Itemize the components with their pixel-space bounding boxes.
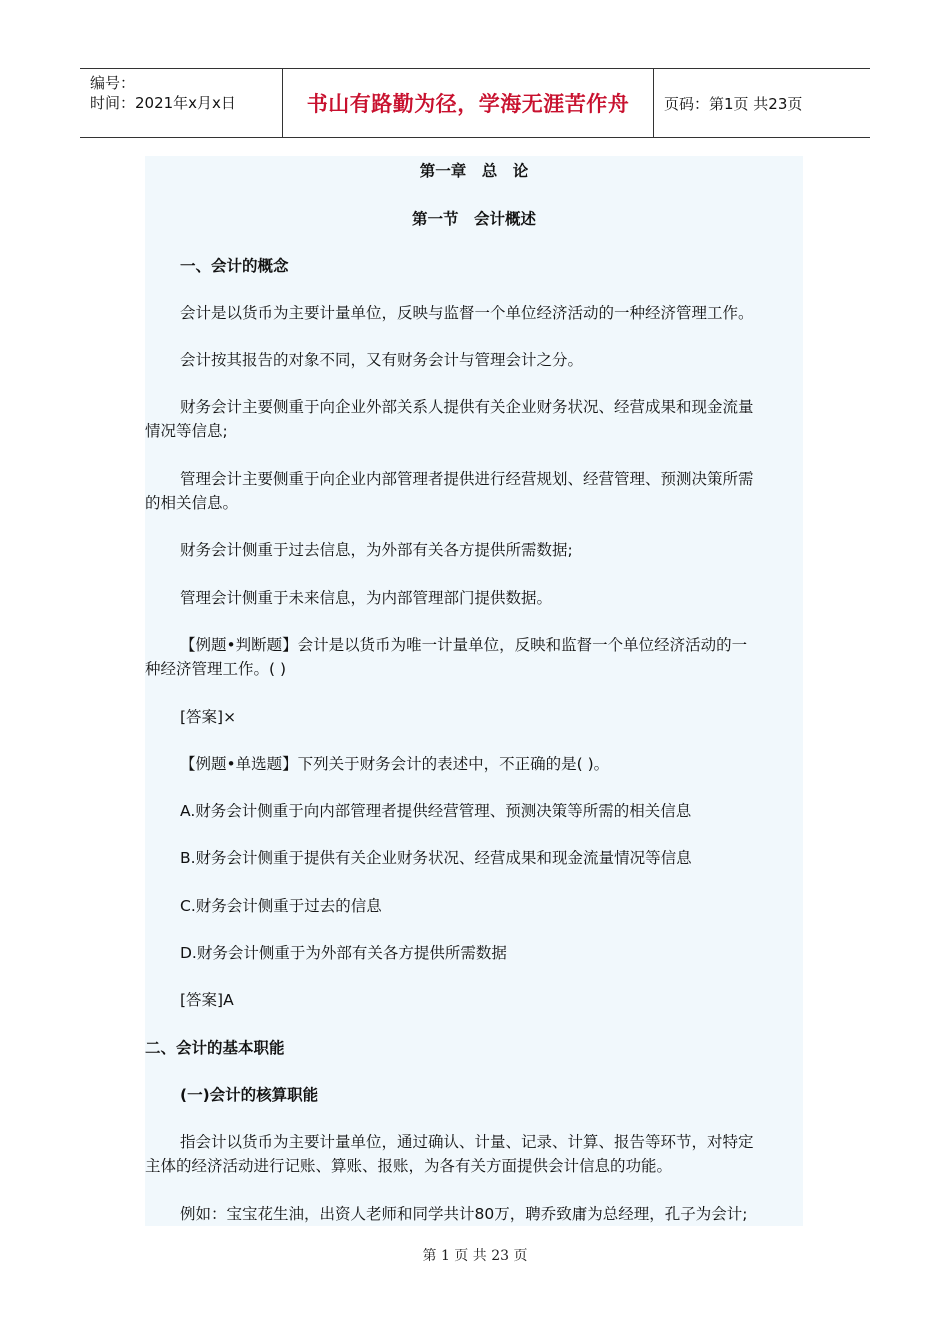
option-b: B.财务会计侧重于提供有关企业财务状况、经营成果和现金流量情况等信息	[180, 849, 692, 867]
option-a: A.财务会计侧重于向内部管理者提供经营管理、预测决策等所需的相关信息	[180, 802, 692, 820]
paragraph-line: 管理会计主要侧重于向企业内部管理者提供进行经营规划、经营管理、预测决策所需	[180, 470, 754, 488]
page-header	[80, 68, 870, 138]
page-footer: 第 1 页 共 23 页	[422, 1248, 528, 1264]
page-info-text: 页码：第1页 共23页	[664, 94, 803, 113]
paragraph-line: 指会计以货币为主要计量单位，通过确认、计量、记录、计算、报告等环节，对特定	[180, 1133, 754, 1151]
answer: [答案]×	[180, 708, 237, 726]
header-motto: 书山有路勤为径，学海无涯苦作舟	[306, 92, 630, 116]
paragraph-line: 主体的经济活动进行记账、算账、报账，为各有关方面提供会计信息的功能。	[145, 1157, 673, 1175]
paragraph: 会计按其报告的对象不同，又有财务会计与管理会计之分。	[180, 351, 584, 369]
document-date: 时间：2021年x月x日	[90, 94, 236, 112]
example-question-line: 【例题•判断题】会计是以货币为唯一计量单位，反映和监督一个单位经济活动的一	[180, 636, 748, 654]
paragraph: 财务会计侧重于过去信息，为外部有关各方提供所需数据;	[180, 541, 573, 559]
option-c: C.财务会计侧重于过去的信息	[180, 897, 382, 915]
paragraph: 管理会计侧重于未来信息，为内部管理部门提供数据。	[180, 589, 553, 607]
section-title: 第一节 会计概述	[411, 210, 536, 228]
paragraph-line: 财务会计主要侧重于向企业外部关系人提供有关企业财务状况、经营成果和现金流量	[180, 398, 754, 416]
chapter-title: 第一章 总 论	[419, 162, 529, 180]
heading-concept: 一、会计的概念	[180, 257, 289, 275]
document-number-label: 编号：	[90, 74, 136, 92]
heading-functions: 二、会计的基本职能	[145, 1039, 285, 1057]
answer: [答案]A	[180, 991, 234, 1009]
header-meta	[80, 69, 282, 137]
paragraph: 例如：宝宝花生油，出资人老师和同学共计80万，聘乔致庸为总经理，孔子为会计;	[180, 1205, 748, 1223]
paragraph-line: 的相关信息。	[145, 494, 239, 512]
option-d: D.财务会计侧重于为外部有关各方提供所需数据	[180, 944, 507, 962]
example-question: 【例题•单选题】下列关于财务会计的表述中，不正确的是( )。	[180, 755, 610, 773]
paragraph: 会计是以货币为主要计量单位，反映与监督一个单位经济活动的一种经济管理工作。	[180, 304, 754, 322]
example-question-line: 种经济管理工作。( )	[145, 660, 287, 678]
header-motto-cell	[282, 69, 654, 137]
header-page-info	[654, 69, 870, 137]
document-body	[145, 156, 803, 1226]
paragraph-line: 情况等信息;	[145, 422, 228, 440]
subheading-accounting-function: (一)会计的核算职能	[180, 1086, 319, 1104]
